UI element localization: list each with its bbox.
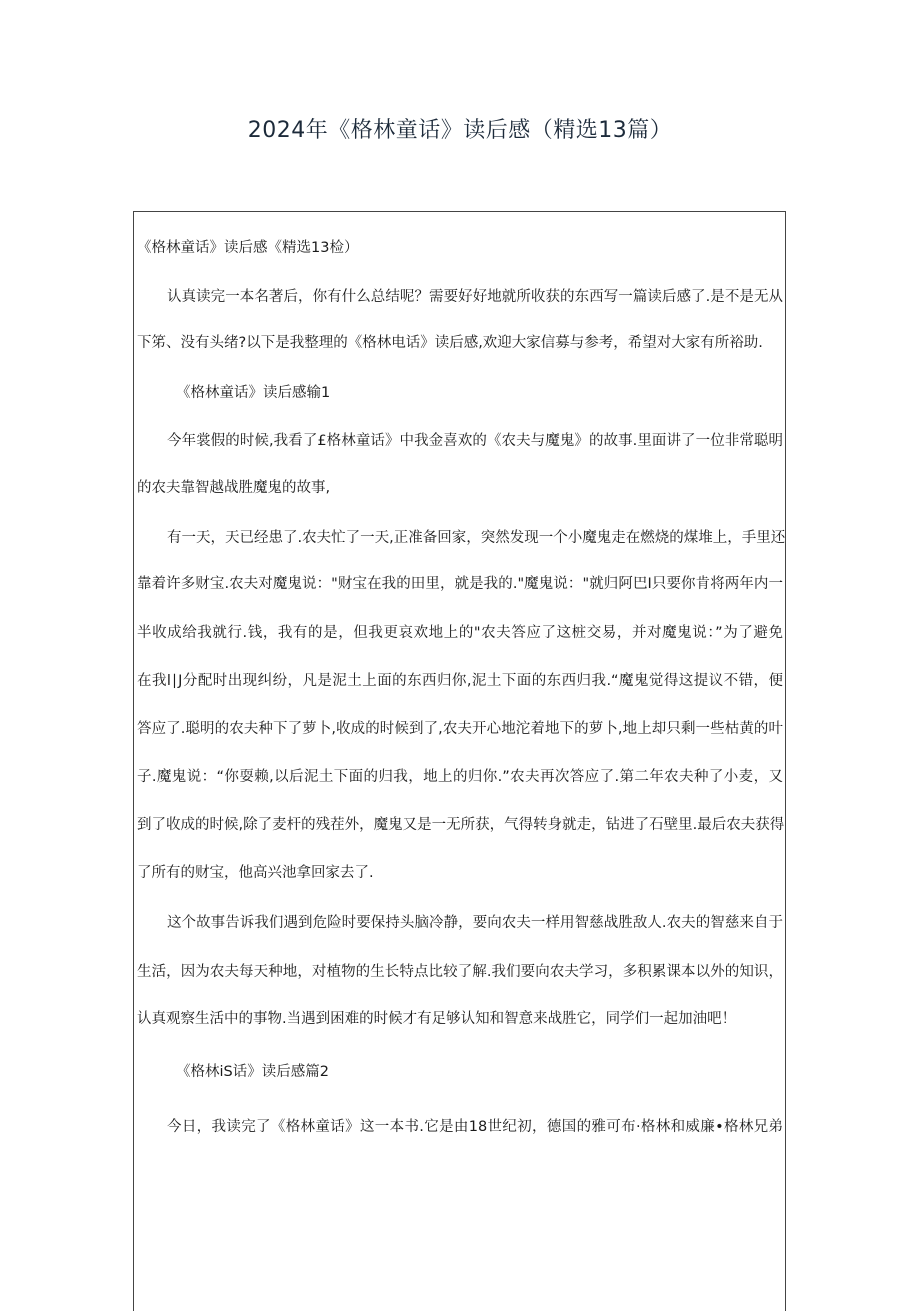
section-2-title: 《格林iS话》读后感篇2 bbox=[176, 1064, 329, 1080]
section-1-title: 《格林童话》读后感输1 bbox=[176, 385, 331, 401]
intro-line-1: 认真读完一本名著后，你有什么总结呢？需要好好地就所收获的东西写一篇读后感了.是不是无从 bbox=[167, 289, 783, 305]
para1-line-1: 今年裳假的时候,我看了£格林童话》中我金喜欢的《农夫与魔鬼》的故事.里面讲了一位非常聪明 bbox=[167, 433, 783, 449]
para2-line-5: 答应了.聪明的农夫种下了萝卜,收成的时候到了,农夫开心地沱着地下的萝卜,地上却只剩一些枯黄的叶 bbox=[137, 721, 783, 737]
para2-line-4: 在我l∣J分配时出现纠纷，凡是泥土上面的东西归你,泥土下面的东西归我.“魔鬼觉得这提议不错，便 bbox=[137, 673, 783, 689]
para2-line-2: 靠着许多财宝.农夫对魔鬼说："财宝在我的田里，就是我的."魔鬼说："就归阿巴I只要你肯将两年内一 bbox=[137, 576, 783, 592]
para4-line-1: 今日，我读完了《格林童话》这一本书.它是由18世纪初，德国的雅可布·格林和威廉•格林兄弟 bbox=[167, 1119, 783, 1135]
para2-line-6: 子.魔鬼说：“你耍赖,以后泥土下面的归我，地上的归你.”农夫再次答应了.第二年农夫种了小麦，又 bbox=[137, 769, 783, 785]
article-heading: 《格林童话》读后感《精选13检） bbox=[137, 240, 359, 256]
para1-line-2: 的农夫靠智越战胜魔鬼的故事, bbox=[137, 480, 331, 496]
content-box bbox=[133, 211, 786, 1311]
para3-line-1: 这个故事告诉我们遇到危险时要保持头脑冷静，要向农夫一样用智慈战胜敌人.农夫的智慈来自于 bbox=[167, 915, 783, 931]
para2-line-8: 了所有的财宝，他高兴池拿回家去了. bbox=[137, 865, 374, 881]
page-title: 2024年《格林童话》读后感（精选13篇） bbox=[247, 118, 673, 143]
para2-line-3: 半收成给我就行.钱，我有的是，但我更哀欢地上的"农夫答应了这桩交易，并对魔鬼说：”为了避免 bbox=[137, 625, 783, 641]
para2-line-1: 有一天，天已经患了.农夫忙了一天,正准备回家，突然发现一个小魔鬼走在燃烧的煤堆上，手里还 bbox=[167, 530, 786, 546]
intro-line-2: 下笫、没有头绪?以下是我整理的《格林电话》读后感,欢迎大家信募与参考，希望对大家有所裕助. bbox=[137, 335, 763, 351]
para3-line-2: 生活，因为农夫每天种地，对植物的生长特点比较了解.我们要向农夫学习，多积累课本以外的知识， bbox=[137, 964, 783, 980]
para2-line-7: 到了收成的时候,除了麦杆的残茬外，魔鬼又是一无所获，气得转身就走，钻进了石壁里.最后农夫获得 bbox=[137, 817, 785, 833]
para3-line-3: 认真观察生活中的事物.当遇到困难的时候才有足够认知和智意来战胜它，同学们一起加油吧！ bbox=[137, 1011, 737, 1027]
